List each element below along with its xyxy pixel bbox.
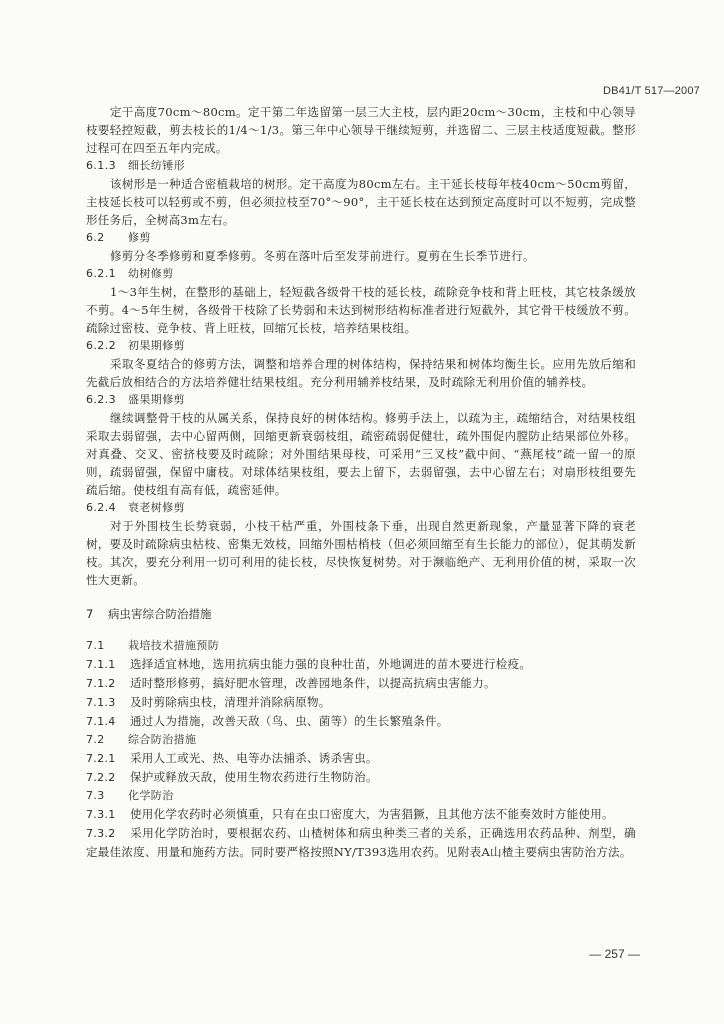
item-number: 7.3.1	[86, 808, 116, 821]
heading-title: 综合防治措施	[128, 733, 197, 746]
item-text: 使用化学农药时必须慎重，只有在虫口密度大，为害猖獗，且其他方法不能奏效时方能使用。	[130, 807, 614, 821]
heading-6-1-3	[86, 157, 636, 175]
heading-title: 初果期修剪	[128, 339, 185, 352]
heading-number: 6.2.1	[86, 267, 116, 280]
heading-number: 6.2.2	[86, 339, 116, 352]
item-7-1-1	[86, 655, 636, 674]
item-text: 保护或释放天敌，使用生物农药进行生物防治。	[130, 770, 378, 784]
item-number: 7.3.2	[86, 827, 116, 840]
paragraph-intro: 定干高度70cm～80cm。定干第二年选留第一层三大主枝，层内距20cm～30cm，主枝和中心领导枝要轻控短截，剪去枝长的1/4～1/3。第三年中心领导干继续短剪，并选留二、三层主枝适度短截。整形过程可在四至五年内完成。	[86, 105, 636, 155]
heading-title: 衰老树修剪	[128, 501, 185, 514]
heading-title: 细长纺锤形	[128, 159, 185, 172]
item-7-1-2	[86, 674, 636, 693]
heading-number: 7.1	[86, 639, 105, 652]
heading-number: 7.2	[86, 733, 105, 746]
heading-7	[86, 605, 636, 623]
item-number: 7.1.2	[86, 677, 116, 690]
heading-6-2	[86, 229, 636, 247]
item-text: 通过人为措施，改善天敌（鸟、虫、菌等）的生长繁殖条件。	[130, 714, 449, 728]
item-text: 适时整形修剪，搞好肥水管理，改善园地条件，以提高抗病虫害能力。	[130, 676, 496, 690]
item-7-3-2	[86, 824, 636, 861]
heading-title: 栽培技术措施预防	[128, 639, 220, 652]
heading-number: 7	[86, 607, 94, 621]
heading-7-3	[86, 787, 636, 805]
heading-6-2-1	[86, 265, 636, 283]
heading-7-1	[86, 637, 636, 655]
item-7-3-1	[86, 805, 636, 824]
paragraph-6-2-4: 对于外围枝生长势衰弱，小枝干枯严重，外围枝条下垂，出现自然更新现象，产量显著下降的衰老树，要及时疏除病虫枯枝、密集无效枝，回缩外围枯梢枝（但必须回缩至有生长能力的部位），促其萌发新枝。其次，要充分利用一切可利用的徒长枝，尽快恢复树势。对于濒临绝产、无利用价值的树，采取一次性大更新。	[86, 519, 636, 587]
heading-number: 6.1.3	[86, 159, 116, 172]
heading-number: 6.2	[86, 231, 105, 244]
heading-number: 6.2.4	[86, 501, 116, 514]
item-number: 7.1.4	[86, 715, 116, 728]
heading-7-2	[86, 731, 636, 749]
item-text: 采用化学防治时，要根据农药、山楂树体和病虫种类三者的关系，正确选用农药品种、剂型，确定最佳浓度、用量和施药方法。同时要严格按照NY/T393选用农药。见附表A山楂主要病虫害防治方法。	[86, 826, 636, 859]
item-number: 7.1.1	[86, 658, 116, 671]
heading-title: 病虫害综合防治措施	[108, 607, 212, 621]
heading-6-2-4	[86, 499, 636, 517]
heading-title: 盛果期修剪	[128, 393, 185, 406]
item-number: 7.1.3	[86, 696, 116, 709]
page-number: — 257 —	[589, 947, 640, 961]
heading-number: 7.3	[86, 789, 105, 802]
paragraph-6-2-2: 采取冬夏结合的修剪方法，调整和培养合理的树体结构，保持结果和树体均衡生长。应用先放后缩和先截后放相结合的方法培养健壮结果枝组。充分利用辅养枝结果，及时疏除无利用价值的辅养枝。	[86, 357, 636, 389]
item-text: 采用人工或光、热、电等办法捕杀、诱杀害虫。	[130, 751, 378, 765]
item-text: 及时剪除病虫枝，清理并消除病原物。	[130, 695, 331, 709]
item-7-1-4	[86, 712, 636, 731]
paragraph-6-2-1: 1～3年生树，在整形的基础上，轻短截各级骨干枝的延长枝，疏除竞争枝和背上旺枝，其它枝条缓放不剪。4～5年生树，各级骨干枝除了长势弱和未达到树形结构标准者进行短截外，其它骨干枝缓放不剪。疏除过密枝、竞争枝、背上旺枝，回缩冗长枝，培养结果枝组。	[86, 285, 636, 335]
heading-6-2-2	[86, 337, 636, 355]
paragraph-6-1-3: 该树形是一种适合密植栽培的树形。定干高度为80cm左右。主干延长枝每年枝40cm～50cm剪留，主枝延长枝可以轻剪或不剪，但必须拉枝至70°～90°，主干延长枝在达到预定高度时可以不短剪，完成整形任务后，全树高3m左右。	[86, 177, 636, 227]
paragraph-6-2: 修剪分冬季修剪和夏季修剪。冬剪在落叶后至发芽前进行。夏剪在生长季节进行。	[110, 249, 535, 263]
paragraph-6-2-3: 继续调整骨干枝的从属关系，保持良好的树体结构。修剪手法上，以疏为主，疏缩结合，对结果枝组采取去弱留强，去中心留两侧，回缩更新衰弱枝组，疏密疏弱促健壮，疏外围促内膛防止结果部位外移。对真叠、交叉、密挤枝要及时疏除；对外围结果母枝，可采用“三叉枝”截中间、“燕尾枝”疏一留一的原则，疏弱留强，保留中庸枝。对球体结果枝组，要去上留下，去弱留强，去中心留左右；对扇形枝组要先疏后缩。使枝组有高有低，疏密延伸。	[86, 411, 636, 497]
item-7-2-2	[86, 768, 636, 787]
item-number: 7.2.2	[86, 771, 116, 784]
heading-6-2-3	[86, 391, 636, 409]
heading-title: 修剪	[128, 231, 151, 244]
item-7-1-3	[86, 693, 636, 712]
item-number: 7.2.1	[86, 752, 116, 765]
item-7-2-1	[86, 749, 636, 768]
heading-title: 幼树修剪	[128, 267, 174, 280]
heading-title: 化学防治	[128, 789, 174, 802]
document-body	[86, 103, 636, 861]
heading-number: 6.2.3	[86, 393, 116, 406]
standard-code: DB41/T 517—2007	[603, 85, 700, 97]
item-text: 选择适宜林地，选用抗病虫能力强的良种壮苗，外地调进的苗木要进行检疫。	[130, 657, 532, 671]
